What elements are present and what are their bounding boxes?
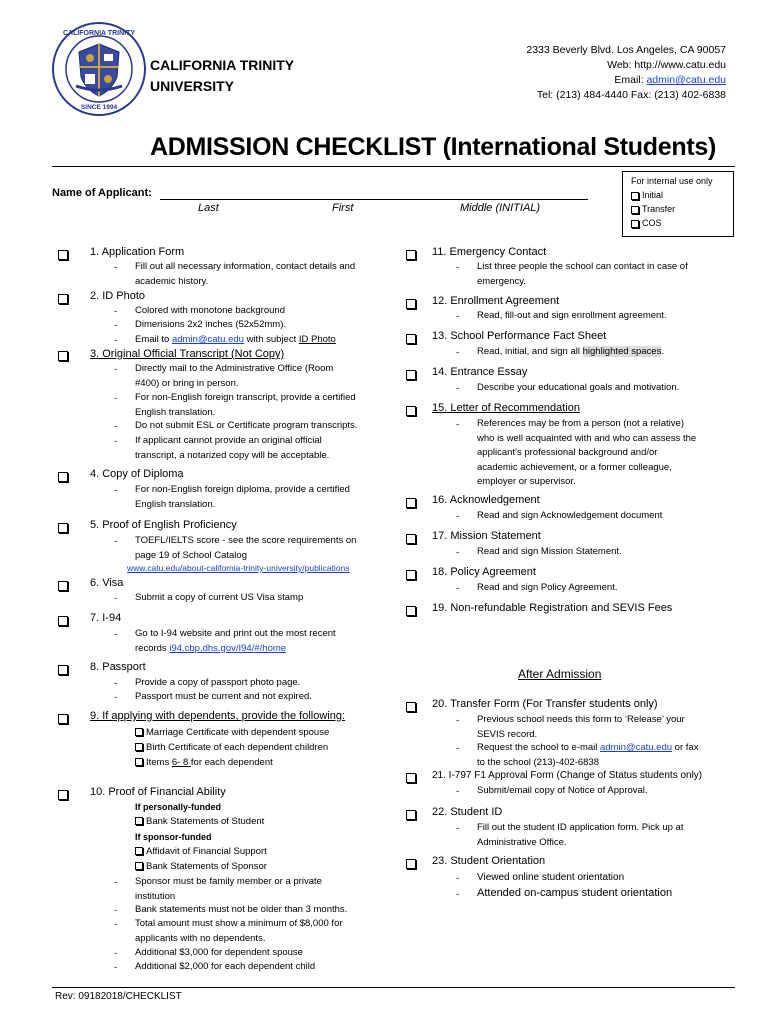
item-19-heading: 19. Non-refundable Registration and SEVIS Fees <box>432 602 673 614</box>
checkbox-item-6[interactable] <box>58 581 68 591</box>
applicant-name-label: Name of Applicant: <box>52 187 152 199</box>
checkbox-item-2[interactable] <box>58 294 68 304</box>
checkbox-item-19[interactable] <box>406 606 416 616</box>
item-15-heading: 15. Letter of Recommendation <box>432 402 580 414</box>
item-1-heading: 1. Application Form <box>90 246 185 258</box>
item-21-heading: 21. I-797 F1 Approval Form (Change of Status students only) <box>432 770 703 781</box>
checkbox-item-16[interactable] <box>406 498 416 508</box>
checkbox-transfer[interactable] <box>631 206 639 214</box>
university-seal-logo <box>52 22 146 116</box>
item-11-heading: 11. Emergency Contact <box>432 246 547 258</box>
item-1-detail: Fill out all necessary information, contact details and academic history. <box>135 261 356 287</box>
checkbox-item-8[interactable] <box>58 665 68 675</box>
checkbox-item-15[interactable] <box>406 406 416 416</box>
checkbox-item-23[interactable] <box>406 859 416 869</box>
item-9-heading: 9. If applying with dependents, provide the following: <box>90 710 345 722</box>
item-23-heading: 23. Student Orientation <box>432 855 546 867</box>
checkbox-marriage[interactable] <box>135 728 143 736</box>
item-5-heading: 5. Proof of English Proficiency <box>90 519 237 531</box>
checkbox-initial[interactable] <box>631 192 639 200</box>
item-14-heading: 14. Entrance Essay <box>432 366 528 378</box>
checkbox-item-7[interactable] <box>58 616 68 626</box>
item-4-heading: 4. Copy of Diploma <box>90 468 184 480</box>
checkbox-item-4[interactable] <box>58 472 68 482</box>
footer-rule <box>52 987 735 988</box>
item-12-heading: 12. Enrollment Agreement <box>432 295 560 307</box>
publications-link[interactable]: www.catu.edu/about-california-trinity-university/publications <box>127 563 350 573</box>
contact-block <box>526 43 726 103</box>
checkbox-item-18[interactable] <box>406 570 416 580</box>
item-18-heading: 18. Policy Agreement <box>432 566 536 578</box>
address: 2333 Beverly Blvd. Los Angeles, CA 90057 <box>526 44 726 56</box>
checkbox-item-17[interactable] <box>406 534 416 544</box>
item-10-heading: 10. Proof of Financial Ability <box>90 786 226 798</box>
checkbox-item-14[interactable] <box>406 370 416 380</box>
item-13-heading: 13. School Performance Fact Sheet <box>432 330 607 342</box>
item-22-heading: 22. Student ID <box>432 806 503 818</box>
item-7-heading: 7. I-94 <box>90 612 122 624</box>
title-rule <box>52 166 735 167</box>
checkbox-bank-sponsor[interactable] <box>135 862 143 870</box>
i94-link[interactable]: i94.cbp.dhs.gov/I94/#/home <box>169 642 287 654</box>
checkbox-birth[interactable] <box>135 743 143 751</box>
middle-label: Middle (INITIAL) <box>460 202 541 214</box>
item-20-heading: 20. Transfer Form (For Transfer students only) <box>432 698 658 710</box>
item-2-heading: 2. ID Photo <box>90 290 146 302</box>
checkbox-item-13[interactable] <box>406 334 416 344</box>
checkbox-bank-student[interactable] <box>135 817 143 825</box>
page-title: ADMISSION CHECKLIST (International Students) <box>150 133 716 161</box>
email-line: Email: admin@catu.edu <box>614 74 726 86</box>
after-admission-heading: After Admission <box>518 667 602 681</box>
footer-revision: Rev: 09182018/CHECKLIST <box>55 991 182 1002</box>
email-link[interactable]: admin@catu.edu <box>600 742 673 753</box>
checkbox-item-3[interactable] <box>58 351 68 361</box>
email-link[interactable]: admin@catu.edu <box>646 74 726 86</box>
web: Web: http://www.catu.edu <box>607 59 726 71</box>
item-3-heading: 3. Original Official Transcript (Not Copy) <box>90 348 285 360</box>
checkbox-item-1[interactable] <box>58 250 68 260</box>
checkbox-item-5[interactable] <box>58 523 68 533</box>
svg-text:SINCE 1994: SINCE 1994 <box>80 104 118 111</box>
internal-use-box: For internal use only Initial Transfer COS <box>622 171 734 237</box>
item-16-heading: 16. Acknowledgement <box>432 494 540 506</box>
item-17-heading: 17. Mission Statement <box>432 530 541 542</box>
checkbox-item-10[interactable] <box>58 790 68 800</box>
checkbox-item-20[interactable] <box>406 702 416 712</box>
checkbox-item-21[interactable] <box>406 773 416 783</box>
checkbox-item-9[interactable] <box>58 714 68 724</box>
first-label: First <box>332 202 354 214</box>
item-2-email-line: Email to admin@catu.edu with subject ID Photo <box>135 334 336 345</box>
svg-text:CALIFORNIA TRINITY: CALIFORNIA TRINITY <box>62 30 136 37</box>
checkbox-item-22[interactable] <box>406 810 416 820</box>
applicant-name-field[interactable] <box>160 199 588 200</box>
last-label: Last <box>198 202 219 214</box>
phone: Tel: (213) 484-4440 Fax: (213) 402-6838 <box>536 89 726 101</box>
checkbox-item-11[interactable] <box>406 250 416 260</box>
checkbox-affidavit[interactable] <box>135 847 143 855</box>
checkbox-item-12[interactable] <box>406 299 416 309</box>
email-link[interactable]: admin@catu.edu <box>171 334 244 345</box>
university-name: CALIFORNIA TRINITY UNIVERSITY <box>150 57 295 94</box>
checkbox-items[interactable] <box>135 758 143 766</box>
item-6-heading: 6. Visa <box>90 577 124 589</box>
item-8-heading: 8. Passport <box>90 661 146 673</box>
checkbox-cos[interactable] <box>631 220 639 228</box>
